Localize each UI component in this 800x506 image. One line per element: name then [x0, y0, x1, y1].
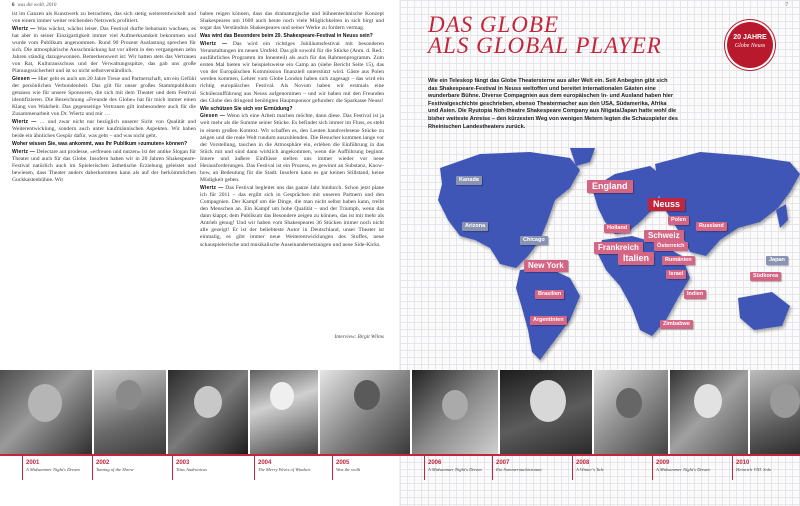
timeline — [0, 454, 800, 506]
map-label-holland: Holland — [604, 224, 630, 233]
interview-answer — [12, 149, 196, 184]
speaker-name: Wiertz — — [12, 148, 36, 155]
interview-question: Was wird das Besondere beim 20. Shakespeare-Festival in Neuss sein? — [200, 33, 373, 40]
speaker-name: Giesen — — [200, 113, 226, 120]
map-label-russland: Russland — [696, 222, 727, 231]
anniversary-badge — [727, 22, 773, 68]
timeline-item-2004 — [254, 456, 311, 480]
australia-shape — [738, 292, 790, 330]
timeline-item-2009 — [652, 456, 710, 480]
speaker-name: Wiertz — — [200, 184, 224, 191]
timeline-title: A Midsummer Night's Dream — [26, 467, 80, 472]
timeline-year: 2001 — [26, 460, 40, 466]
photo-2006 — [500, 370, 592, 454]
interview-answer — [200, 185, 384, 249]
timeline-year: 2006 — [428, 460, 442, 466]
timeline-title: Titus Andronicus — [176, 467, 208, 472]
timeline-title: A Midsummer Night's Dream — [428, 467, 482, 472]
photo-2001-b — [94, 370, 166, 454]
photo-2003 — [250, 370, 318, 454]
answer-text: Was wächst, wächst leiser. Das Festival durfte behutsam wachsen, es hat aber in seiner Einzigartigkeit immer viel Aufmerksamkeit bekommen und wurde vom Publikum angenommen. Rund 90 Prozent Auslastung sprechen für sich. Die atmosphärische Ausschmückung hat vor allem in den vergangenen zehn Jahren ständig dazugewonnen. Bemerkenswert ist: Wir hatten stets das Vertrauen von Rat, Kulturausschuss und der Verwaltungsspitze, das gab uns große Planungssicherheit und ist so nicht selbstverständlich. — [12, 25, 196, 75]
photo-2001-a — [0, 370, 92, 454]
timeline-item-2008 — [572, 456, 604, 480]
timeline-title: A Winter's Tale — [576, 467, 604, 472]
south-america-shape — [516, 266, 580, 360]
map-label-argentinien: Argentinien — [530, 316, 567, 325]
answer-text: Das wird ein richtiges Jubiläumsfestival mit besonderen Veranstaltungen im neuen Umfeld. Das gilt sowohl für die Stücke (Anm. d. Red.: ausführliches Programm im Innenteil) als auch für das Rahmenprogramm. Zum ersten Mal bieten wir beispielsweise ein Camp an (siehe Bericht Seite 15), das von der Europäischen Kommission finanziell unterstützt wird. Gäste aus Polen werden kommen, Lehrer vom Globe London haben sich zugesagt – das wird ein richtig europäisches Festival. Als Novum haben wir erstmals eine Schüleraufführung aus Neuss aufgenommen – und wir haben mit den Freunden des Globe den dringend benötigten Hauptsponsor gefunden: die Sparkasse Neuss! — [200, 40, 384, 104]
text-column-1 — [12, 11, 196, 185]
photo-2004 — [320, 370, 410, 454]
photo-2009 — [750, 370, 800, 454]
interview-question: Woher wissen Sie, was ankommt, was Ihr Publikum »zumuten« können? — [12, 141, 188, 148]
photo-2002 — [168, 370, 248, 454]
map-label-rumaenien: Rumänien — [662, 256, 695, 265]
page-number-right: 7 — [785, 3, 788, 8]
interview-answer — [200, 113, 384, 184]
answer-text: … und zwar nicht nur bezüglich unserer Sicht von Qualität und Weiterentwicklung, sondern auch unter kaufmännischen Aspekten. Wir haben beide ein ähnliches Gespür dafür, was geht – und was nicht geht. — [12, 118, 196, 140]
north-america-shape — [438, 152, 580, 268]
interview-answer — [12, 119, 196, 140]
photo-2008 — [670, 370, 748, 454]
photo-2005 — [412, 370, 498, 454]
map-label-polen: Polen — [668, 216, 689, 225]
body-paragraph: haben reigen können, dass das dramaturgische und bühnentechnische Konzept Shakespeares um 1600 auch heute noch viele Möglichkeiten in sich birgt und sogar das Verständnis Shakespeares und seiner Werke zu fordern vermag. — [200, 11, 384, 32]
timeline-item-2006 — [424, 456, 482, 480]
headline — [428, 14, 662, 56]
map-label-italien: Italien — [618, 252, 654, 265]
answer-text: Wenn ich eine Arbeit machen möchte, dann diese. Das Festival ist ja weit mehr als die Summe seiner Stücke. Es befindet sich immer im Fluss, es steht in einem großen Kontext. Wir schaffen es, den Leuten handverlesene Stücke zu zeigen und die reale Welt rundum auszublenden. Die Besucher kommen lange vor der Vorstellung, tauchen in die Atmosphäre ein, erleben die Einführung in das Stück mit und sind dann wirklich angekommen, wenn die Aufführung beginnt. Innere und äußere Einflüsse stellen uns immer wieder vor neue Herausforderungen. Das Festival ist ein Prozess, es gewinnt an Substanz, Know-how, an Bedeutung für die Stadt. Insofern kann es gar keinen Stillstand, keine Müdigkeit geben. — [200, 113, 384, 184]
answer-text: Hier geht es auch um 20 Jahre Treue und Partnerschaft, um ein Gefühl der persönlichen Verbundenheit. Das gilt für unser großes Stammpublikum genauso wie für unsere Sponsoren, die sich mit dem Theater und dem Festival identifizieren. Die Bezeichnung »Freunde des Globe« hat für mich immer einen Klang von Wahrheit. Das gegenseitige Vertrauen gilt insbesondere auch für die Zusammenarbeit von Dr. Wiertz und mir … — [12, 75, 196, 118]
map-label-brasilien: Brasilien — [535, 290, 564, 299]
timeline-title: Taming of the Shrew — [96, 467, 134, 472]
running-head-text: was die wollt. 2010 — [17, 3, 57, 8]
intro-text: Wie ein Teleskop fängt das Globe Theatersterne aus aller Welt ein. Seit Anbeginn gibt sich das Shakespeare-Festival in Neuss weltoffen und bereitet internationalen Gästen eine wunderbare Bühne. Diverse Compagnien aus dem europäischen In- und Ausland haben hier Festivalgeschichte geschrieben, ebenso Theatermacher aus den USA, Südamerika, Afrika und Asien. Die Ryutopia Noh-theatre Shakespeare Company aus Niigata/Japan hatte wohl die bisher weiteste Anreise – den kürzesten Weg von wenigen Metern legten die Schauspieler des Rheinischen Landestheaters zurück. — [428, 78, 678, 130]
timeline-year: 2009 — [656, 460, 670, 466]
badge-line-1: 20 JAHRE — [733, 34, 767, 41]
world-map — [420, 148, 800, 370]
map-label-england: England — [587, 180, 633, 193]
interview-answer — [12, 26, 196, 76]
map-label-kanada: Kanada — [456, 176, 482, 185]
timeline-item-2010 — [732, 456, 771, 480]
timeline-year: 2008 — [576, 460, 590, 466]
speaker-name: Wiertz — — [12, 25, 36, 32]
timeline-title: The Merry Wives of Windsor — [258, 467, 311, 472]
speaker-name: Giesen — — [12, 75, 37, 82]
answer-text: Das Festival begleitet uns das ganze Jahr hindurch. Schon jetzt plane ich für 2011 – das ergibt sich in Gesprächen mit unseren Partnern und den Compagnien. Der Kampf um die Dinge, die man nicht selbst haben kann, treibt den Menschen an. Ein Kampf um hohe Qualität – und der Triumph, wenn das dann klappt; dem Publikum das Besondere zeigen zu können, das ist mir mehr als Antrieb genug! Und wir haben vom Shakespeares 36 Stücken immer noch nicht alle gezeigt! Er ist der beliebteste Autor in Deutschland, unser Theater ist einmalig, es gibt immer neue Weiterentwicklungen des Stoffes, neue schauspielerische und musikalische Auseinandersetzungen und neue Side-Kicks. — [200, 184, 384, 248]
page-number-left: 6 — [12, 3, 15, 8]
interview-question: Wie schützen Sie sich vor Ermüdung? — [200, 105, 293, 112]
speaker-name: Wiertz — — [200, 40, 228, 47]
interview-answer — [200, 41, 384, 105]
badge-line-2: Globe Neuss — [734, 43, 766, 49]
map-label-zimbabwe: Zimbabwe — [660, 320, 693, 329]
timeline-item-2001 — [22, 456, 80, 480]
body-paragraph: ist im Ganzen als Kunstwerk zu betrachten, das sich stetig weiterentwickelt und von einem immer weiter reichenden Netzwerk profitiert. — [12, 11, 196, 25]
photo-2007 — [594, 370, 668, 454]
map-label-frankreich: Frankreich — [594, 242, 643, 254]
map-label-oesterreich: Österreich — [654, 242, 688, 251]
timeline-year: 2007 — [496, 460, 510, 466]
interviewer-credit: Interview: Birgit Wilms — [334, 334, 384, 340]
map-label-schweiz: Schweiz — [644, 230, 684, 242]
timeline-item-2005 — [332, 456, 360, 480]
map-label-indien: Indien — [684, 290, 706, 299]
answer-text: Delectare aut prodesse, »erfreuen und nutzen« ist der antike Slogan für Theater und auch für das Globe. Insofern haben wir in 20 Jahren Shakespeare-Festival natürlich auch im Spielerischen ästhetische Erziehung geleistet und bewiesen, dass Theater anders daherkommen kann als auf der herkömmlichen Guckkastenbühne. Wir — [12, 148, 196, 184]
text-column-2 — [200, 11, 384, 249]
running-head — [12, 3, 56, 8]
timeline-item-2003 — [172, 456, 207, 480]
timeline-year: 2002 — [96, 460, 110, 466]
map-label-japan: Japan — [766, 256, 788, 265]
timeline-item-2002 — [92, 456, 134, 480]
map-label-chicago: Chicago — [520, 236, 548, 245]
timeline-title: A Midsummer Night's Dream — [656, 467, 710, 472]
timeline-item-2007 — [492, 456, 542, 480]
timeline-title: Heinrich VIII. Solo — [736, 467, 772, 472]
headline-line-1: DAS GLOBE — [428, 12, 560, 37]
speaker-name: Wiertz — — [12, 118, 37, 125]
map-label-new-york: New York — [524, 260, 568, 272]
map-label-israel: Israel — [666, 270, 686, 279]
timeline-title: Was ihr wollt — [336, 467, 361, 472]
interview-answer — [12, 76, 196, 119]
map-label-arizona: Arizona — [462, 222, 488, 231]
timeline-year: 2004 — [258, 460, 272, 466]
map-label-neuss: Neuss — [648, 198, 685, 211]
timeline-year: 2005 — [336, 460, 350, 466]
photo-filmstrip — [0, 370, 800, 454]
timeline-year: 2003 — [176, 460, 190, 466]
map-label-suedkorea: Südkorea — [750, 272, 781, 281]
timeline-year: 2010 — [736, 460, 750, 466]
headline-line-2: ALS GLOBAL PLAYER — [428, 33, 662, 58]
timeline-title: Ein Sommernachtstraum — [496, 467, 542, 472]
